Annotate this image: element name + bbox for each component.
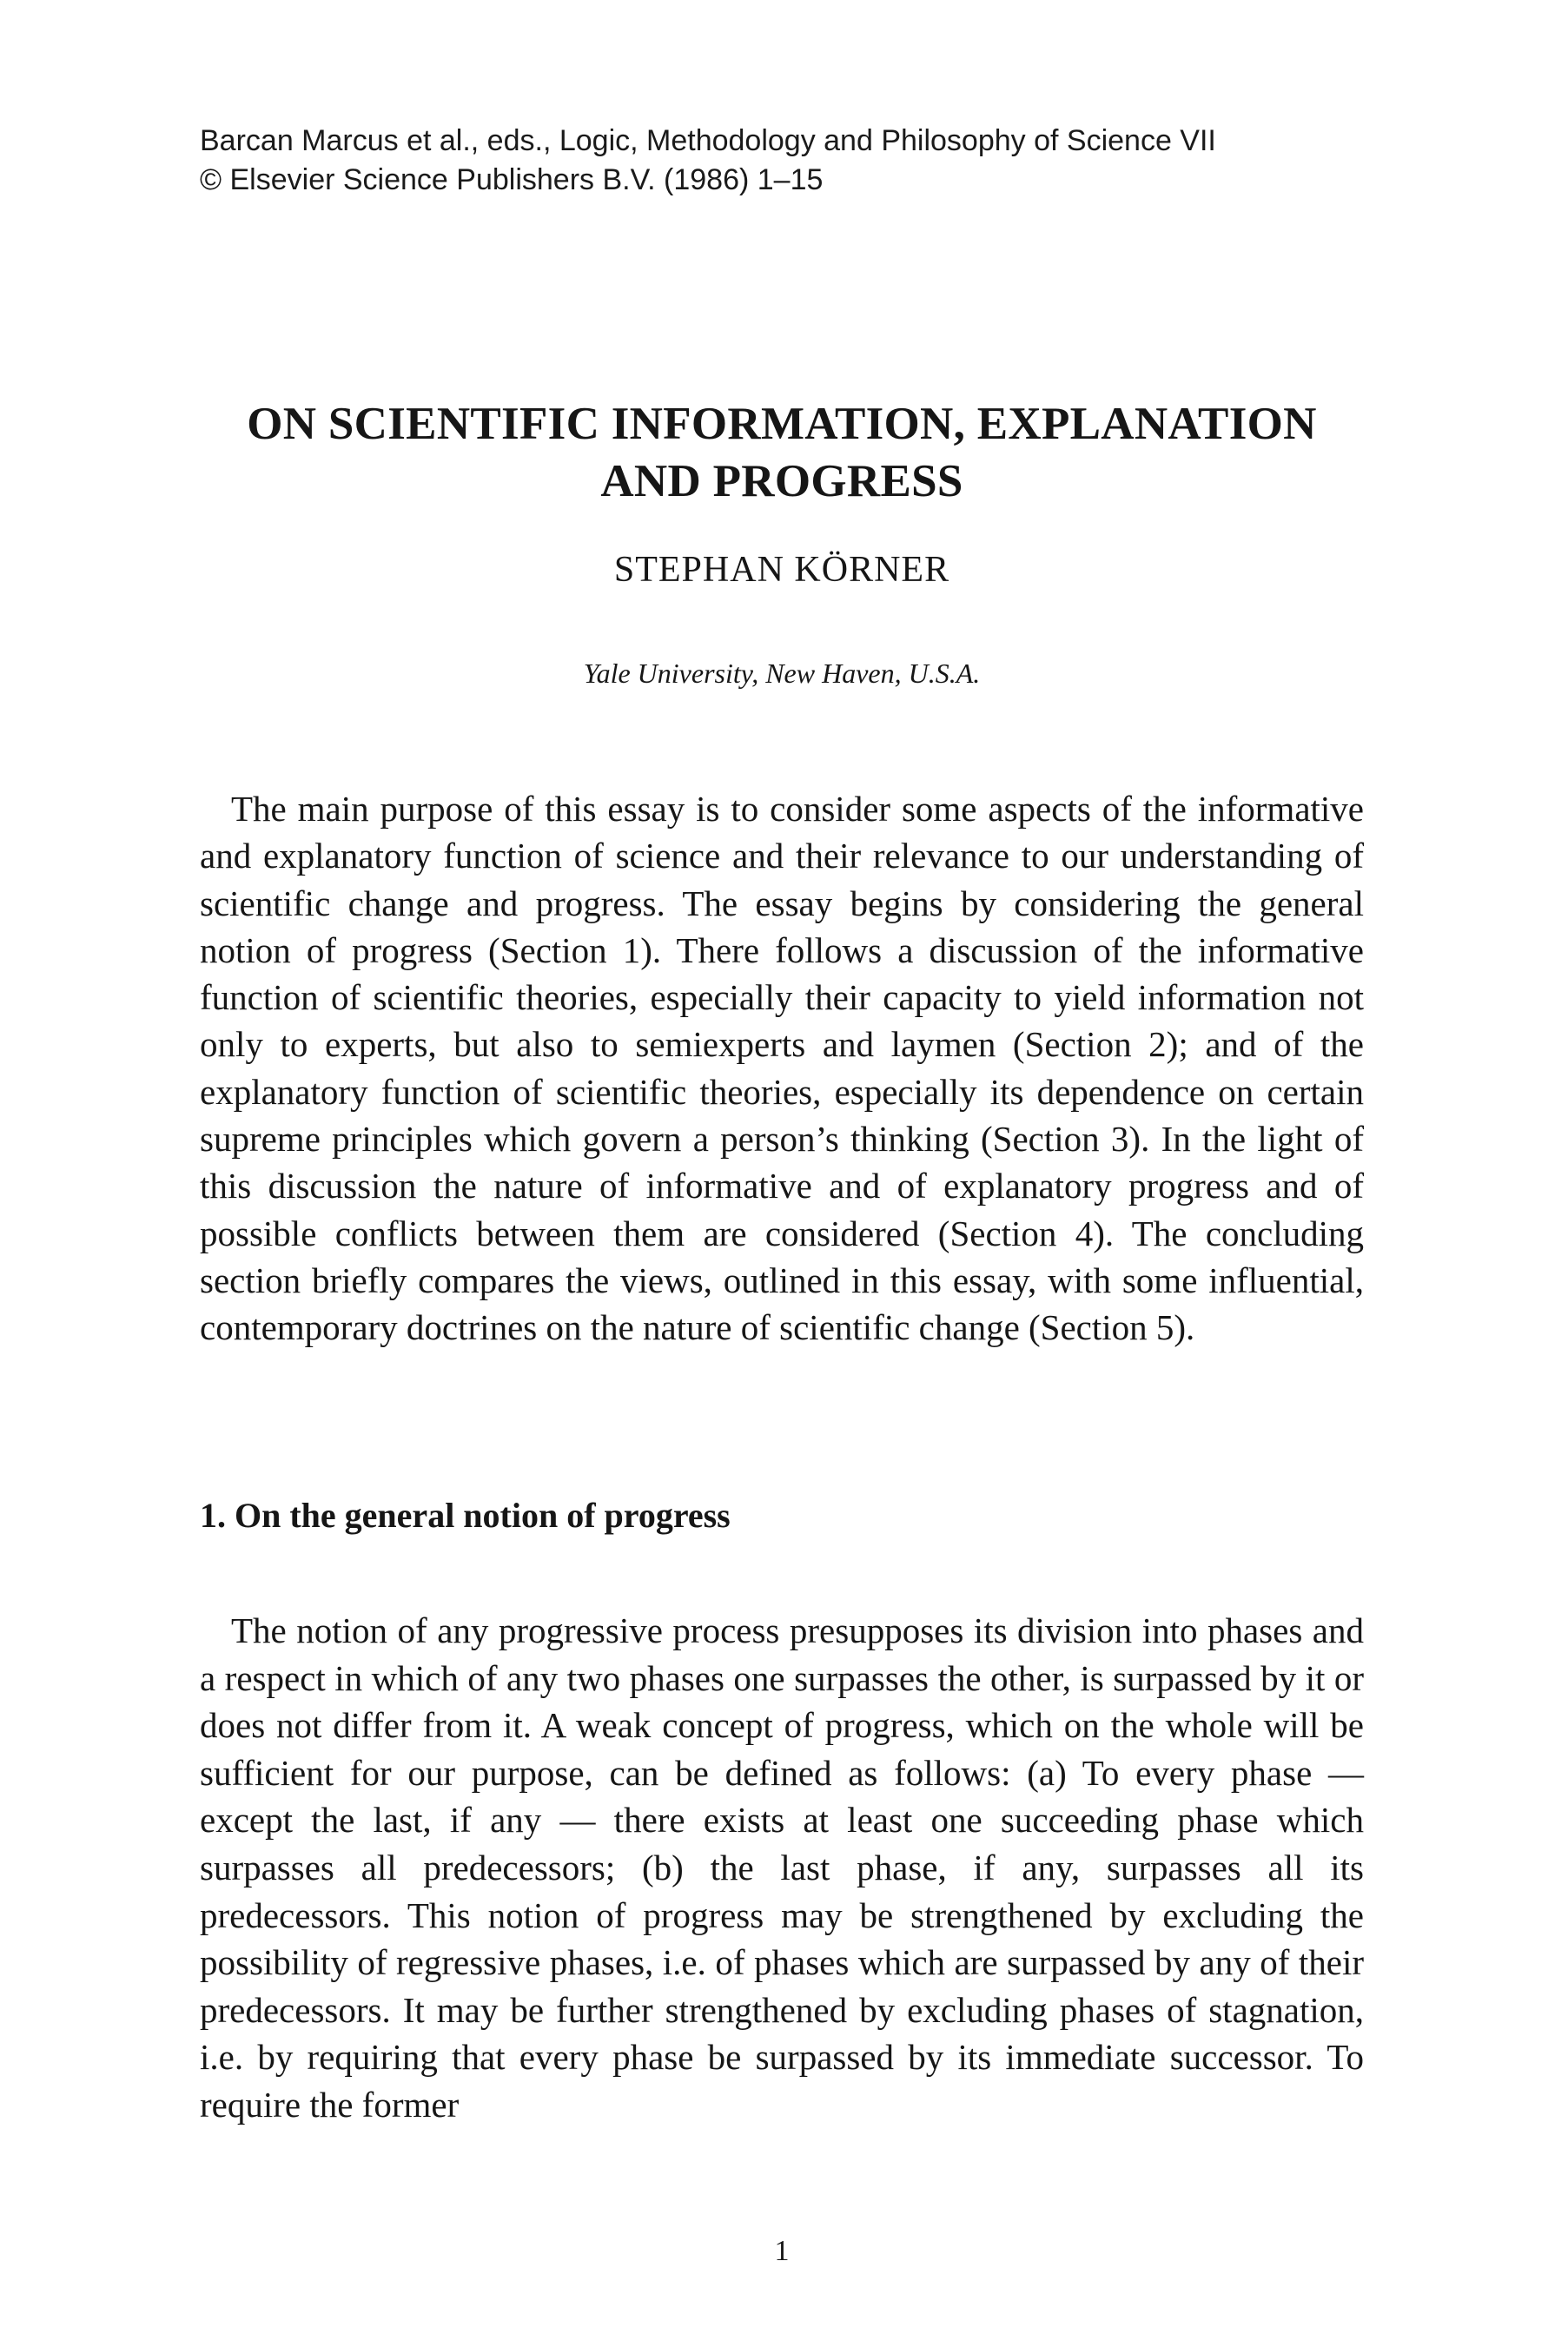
publication-header: [200, 122, 1399, 200]
author-affiliation: Yale University, New Haven, U.S.A.: [583, 658, 981, 689]
author-name: STEPHAN KÖRNER: [613, 550, 950, 590]
section-heading: 1. On the general notion of progress: [200, 1496, 731, 1535]
header-citation-line: Barcan Marcus et al., eds., Logic, Methodology and Philosophy of Science VII: [200, 124, 1216, 157]
title-line-1: ON SCIENTIFIC INFORMATION, EXPLANATION: [247, 399, 1317, 449]
article-title: [200, 395, 1364, 510]
title-line-2: AND PROGRESS: [600, 456, 963, 506]
introduction-paragraph: The main purpose of this essay is to consider some aspects of the informative and explanatory function of science and their relevance to our understanding of scientific change and progress. The essay begins by considering the general notion of progress (Section 1). There follows a discussion of the informative function of scientific theories, especially their capacity to yield information not only to experts, but also to semiexperts and laymen (Section 2); and of the explanatory function of scientific theories, especially its dependence on certain supreme principles which govern a person’s thinking (Section 3). In the light of this discussion the nature of informative and of explanatory progress and of possible conflicts between them are considered (Section 4). The concluding section briefly compares the views, outlined in this essay, with some influential, contemporary doctrines on the nature of scientific change (Section 5).: [200, 789, 1364, 1348]
header-copyright-line: © Elsevier Science Publishers B.V. (1986) 1–15: [200, 163, 824, 196]
page-number: 1: [774, 2235, 790, 2267]
section-paragraph: The notion of any progressive process presupposes its division into phases and a respect in which of any two phases one surpasses the other, is surpassed by it or does not differ from it. A weak concept of progress, which on the whole will be sufficient for our purpose, can be defined as follows: (a) To every phase — except the last, if any — there exists at least one succeeding phase which surpasses all predecessors; (b) the last phase, if any, surpasses all its predecessors. This notion of progress may be strengthened by excluding the possibility of regressive phases, i.e. of phases which are surpassed by any of their predecessors. It may be further strengthened by excluding phases of stagnation, i.e. by requiring that every phase be surpassed by its immediate successor. To require the former: [200, 1610, 1364, 2125]
